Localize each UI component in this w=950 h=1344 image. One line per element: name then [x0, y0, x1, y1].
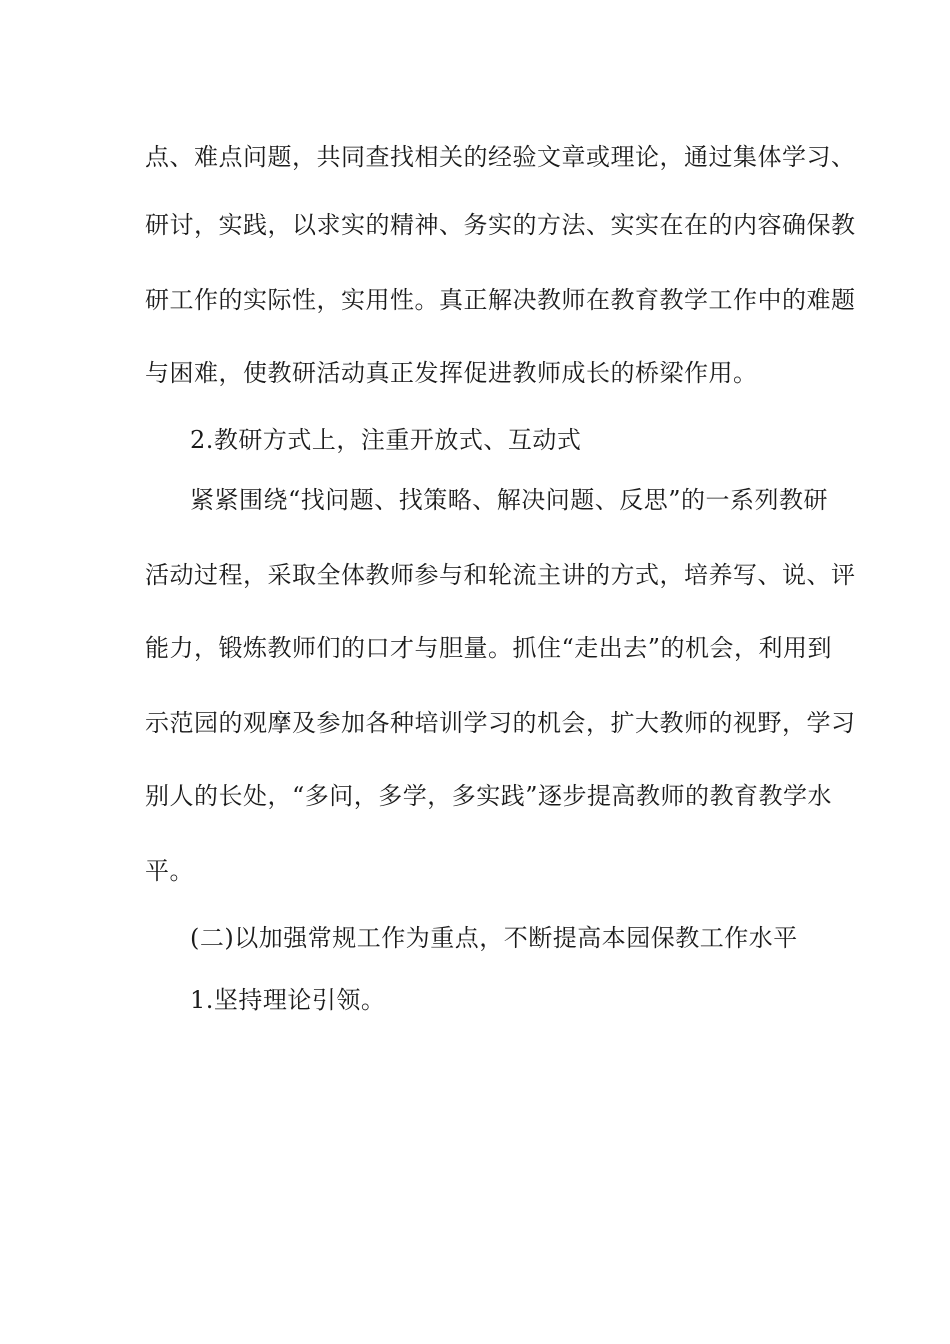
paragraph-line: 活动过程，采取全体教师参与和轮流主讲的方式，培养写、说、评	[145, 561, 856, 589]
paragraph-line: 别人的长处，“多问，多学，多实践”逐步提高教师的教育教学水	[145, 782, 833, 810]
paragraph-line: 研讨，实践，以求实的精神、务实的方法、实实在在的内容确保教	[145, 211, 856, 239]
section-heading: (二)以加强常规工作为重点，不断提高本园保教工作水平	[190, 924, 798, 952]
paragraph-line: 示范园的观摩及参加各种培训学习的机会，扩大教师的视野，学习	[145, 709, 856, 737]
paragraph-line: 能力，锻炼教师们的口才与胆量。抓住“走出去”的机会，利用到	[145, 634, 833, 662]
subsection-heading: 1.坚持理论引领。	[190, 986, 386, 1014]
paragraph-line: 研工作的实际性，实用性。真正解决教师在教育教学工作中的难题	[145, 286, 856, 314]
paragraph-line: 与困难，使教研活动真正发挥促进教师成长的桥梁作用。	[145, 359, 758, 387]
paragraph-line: 平。	[145, 857, 194, 885]
paragraph-line: 点、难点问题，共同查找相关的经验文章或理论，通过集体学习、	[145, 143, 856, 171]
section-heading: 2.教研方式上，注重开放式、互动式	[190, 426, 582, 454]
paragraph-line: 紧紧围绕“找问题、找策略、解决问题、反思”的一系列教研	[190, 486, 829, 514]
